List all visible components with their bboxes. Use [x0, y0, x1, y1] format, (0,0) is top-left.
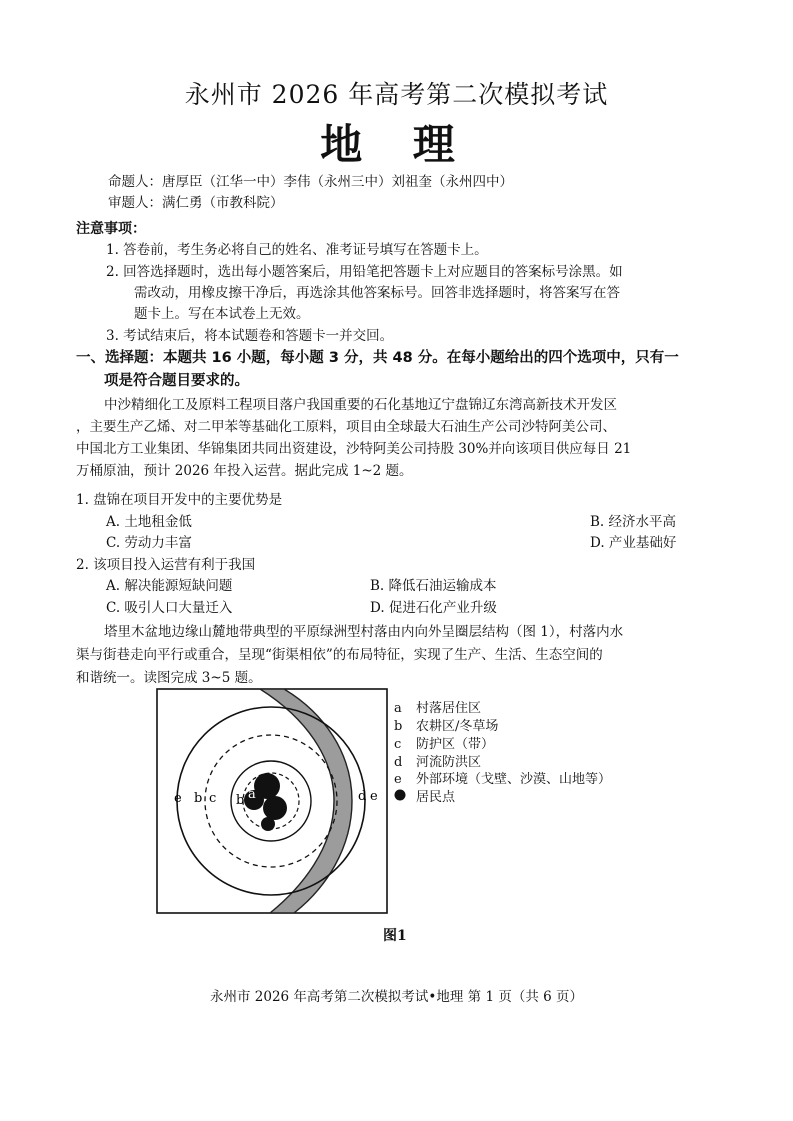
legend-item: e 外部环境（戈壁、沙漠、山地等） [394, 772, 612, 787]
figure-caption: 图1 [383, 928, 407, 944]
question-2-option-a: A. 解决能源短缺问题 [106, 578, 233, 594]
subject-title: 地 理 [320, 120, 473, 169]
passage-1-line-4: 万桶原油，预计 2026 年投入运营。据此完成 1~2 题。 [76, 463, 413, 479]
question-2-option-b: B. 降低石油运输成本 [370, 578, 497, 594]
legend-item-settlement: 居民点 [394, 786, 455, 805]
notice-item-3: 3. 考试结束后，将本试题卷和答题卡一并交回。 [106, 328, 394, 344]
notice-item-2-line-1: 2. 回答选择题时，选出每小题答案后，用铅笔把答题卡上对应题目的答案标号涂黑。如 [106, 264, 623, 280]
notice-item-2-line-2: 需改动，用橡皮擦干净后，再选涂其他答案标号。回答非选择题时，将答案写在答 [134, 285, 620, 301]
notice-item-1: 1. 答卷前，考生务必将自己的姓名、准考证号填写在答题卡上。 [106, 242, 488, 258]
label-e-left: e [174, 791, 182, 806]
settlement-dot [261, 817, 275, 831]
reviewer-line: 审题人：满仁勇（市教科院） [108, 195, 284, 211]
authors-line: 命题人：唐厚臣（江华一中）李伟（永州三中）刘祖奎（永州四中） [108, 174, 513, 190]
label-d-right: d [358, 789, 367, 804]
question-1-stem: 1. 盘锦在项目开发中的主要优势是 [76, 492, 283, 508]
label-c-left: c [209, 791, 217, 806]
label-a-inner: a [248, 787, 256, 802]
legend-item: b 农耕区/冬草场 [394, 719, 499, 734]
passage-2-line-2: 渠与街巷走向平行或重合，呈现“街渠相依”的布局特征，实现了生产、生活、生态空间的 [76, 647, 603, 663]
question-1-option-b: B. 经济水平高 [590, 514, 677, 530]
question-2-option-d: D. 促进石化产业升级 [370, 600, 497, 616]
legend-item: d 河流防洪区 [394, 755, 482, 770]
notice-item-2-line-3: 题卡上。写在本试卷上无效。 [134, 306, 310, 322]
question-1-option-c: C. 劳动力丰富 [106, 535, 192, 551]
section-heading-line-2: 项是符合题目要求的。 [104, 373, 249, 389]
figure-1-village-ring-diagram [156, 688, 388, 914]
question-1-option-d: D. 产业基础好 [590, 535, 677, 551]
passage-1-line-1: 中沙精细化工及原料工程项目落户我国重要的石化基地辽宁盘锦辽东湾高新技术开发区 [104, 397, 617, 413]
settlement-symbol-icon [394, 789, 406, 801]
page-footer: 永州市 2026 年高考第二次模拟考试•地理 第 1 页（共 6 页） [209, 989, 584, 1005]
settlement-dot [263, 796, 287, 820]
passage-1-line-2: ，主要生产乙烯、对二甲苯等基础化工原料，项目由全球最大石油生产公司沙特阿美公司、 [76, 419, 616, 435]
question-1-option-a: A. 土地租金低 [106, 514, 192, 530]
legend-item: c 防护区（带） [394, 737, 495, 752]
label-b-inner: b [236, 793, 245, 808]
passage-2-line-1: 塔里木盆地边缘山麓地带典型的平原绿洲型村落由内向外呈圈层结构（图 1），村落内水 [104, 624, 624, 640]
question-2-option-c: C. 吸引人口大量迁入 [106, 600, 233, 616]
passage-2-line-3: 和谐统一。读图完成 3~5 题。 [76, 670, 262, 686]
passage-1-line-3: 中国北方工业集团、华锦集团共同出资建设，沙特阿美公司持股 30%并向该项目供应每日 21 [76, 441, 632, 457]
label-b-left: b [194, 791, 203, 806]
exam-title: 永州市 2026 年高考第二次模拟考试 [184, 80, 609, 109]
question-2-stem: 2. 该项目投入运营有利于我国 [76, 557, 256, 573]
notice-heading: 注意事项： [76, 221, 146, 237]
legend-item: a 村落居住区 [394, 701, 482, 716]
label-e-right: e [370, 789, 378, 804]
section-heading-line-1: 一、选择题：本题共 16 小题，每小题 3 分，共 48 分。在每小题给出的四个选项中，只有一 [76, 350, 679, 366]
